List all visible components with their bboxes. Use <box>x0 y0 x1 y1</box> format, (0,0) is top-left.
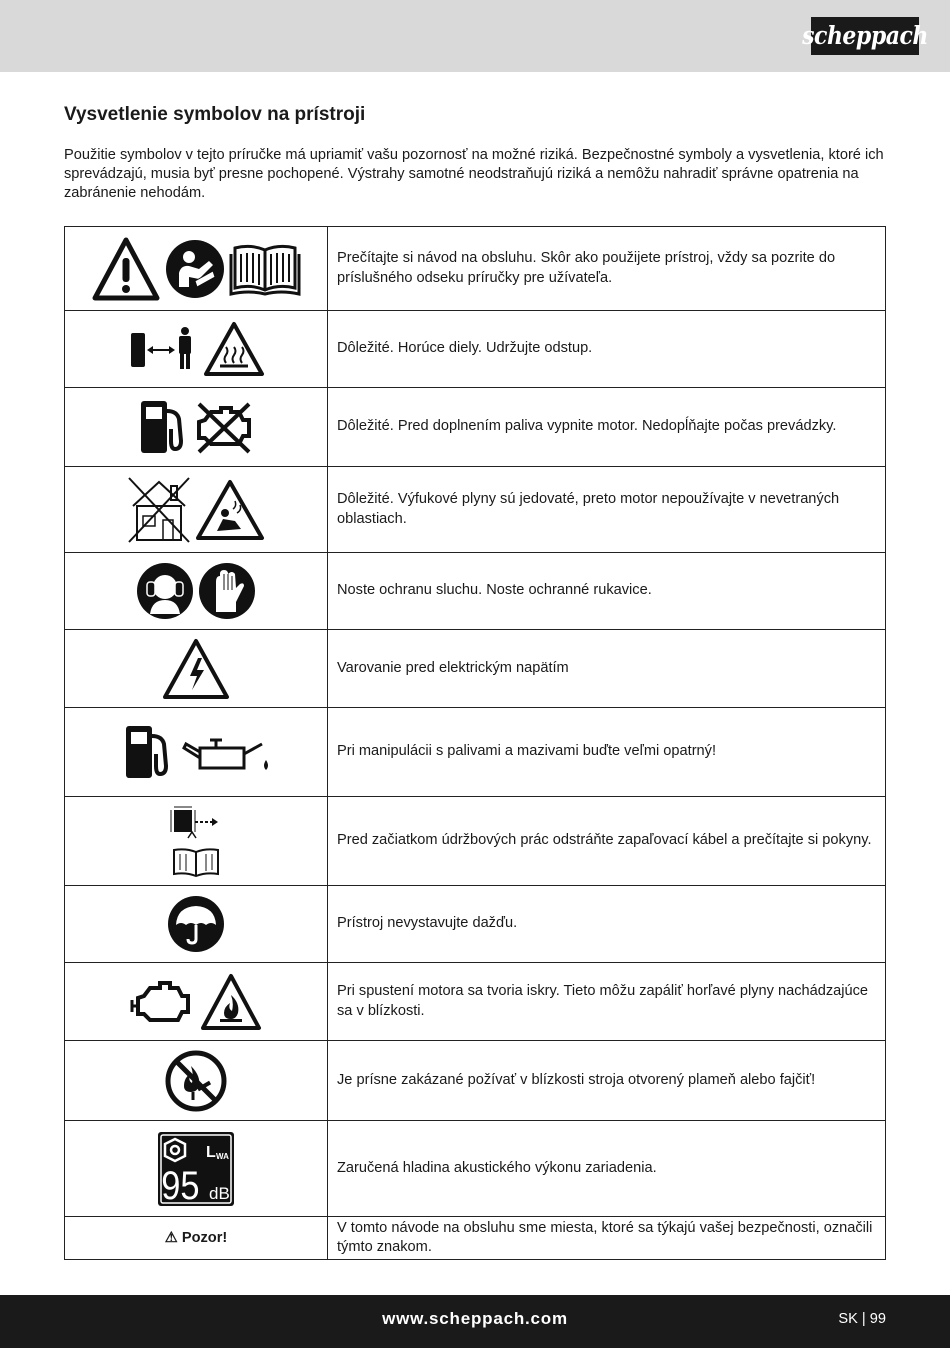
no-indoor-use-icon <box>127 476 191 544</box>
row-description: Zaručená hladina akustického výkonu zariadenia. <box>328 1121 886 1217</box>
fuel-pump-icon <box>137 397 189 457</box>
sound-power-icon <box>157 1131 235 1207</box>
fuel-pump-icon <box>120 722 176 782</box>
footer-url: www.scheppach.com <box>382 1309 568 1328</box>
gloves-icon <box>198 562 256 620</box>
row-description: V tomto návode na obsluhu sme miesta, ktoré sa týkajú vašej bezpečnosti, označili týmto znakom. <box>328 1217 886 1260</box>
table-row <box>65 1041 886 1121</box>
read-manual-icon <box>165 239 225 299</box>
oil-can-icon <box>180 730 272 774</box>
row-description: Dôležité. Pred doplnením paliva vypnite motor. Nedopĺňajte počas prevádzky. <box>328 388 886 467</box>
electric-hazard-icon <box>162 638 230 700</box>
spark-plug-manual-icon <box>168 804 224 878</box>
ear-protection-icon <box>136 562 194 620</box>
lwa-subscript: WA <box>216 1151 229 1161</box>
intro-paragraph: Použitie symbolov v tejto príručke má upriamiť vašu pozornosť na možné riziká. Bezpečnostné symboly a vysvetlenia, ktoré ich sprevádzajú, musia byť presne pochopené. Výstrahy samotné neodstraňujú riziká a nemôžu nahradiť správne opatrenia na zabránenie nehodám. <box>64 147 884 201</box>
row-description: Prístroj nevystavujte dažďu. <box>328 886 886 963</box>
symbols-table <box>64 226 886 1260</box>
page-title: Vysvetlenie symbolov na prístroji <box>64 104 366 125</box>
row-description: Dôležité. Horúce diely. Udržujte odstup. <box>328 311 886 388</box>
row-description: Pri spustení motora sa tvoria iskry. Tieto môžu zapáliť horľavé plyny nachádzajúce sa v blízkosti. <box>328 963 886 1041</box>
row-description: Pred začiatkom údržbových prác odstráňte zapaľovací kábel a prečítajte si pokyny. <box>328 797 886 886</box>
table-row <box>65 708 886 797</box>
table-row <box>65 886 886 963</box>
no-open-flame-icon <box>163 1048 229 1114</box>
row-description: Pri manipulácii s palivami a mazivami buďte veľmi opatrný! <box>328 708 886 797</box>
page-number: SK | 99 <box>838 1311 886 1327</box>
warning-triangle-icon <box>91 236 161 302</box>
logo-text: scheppach <box>802 21 928 51</box>
open-book-icon <box>229 242 301 296</box>
keep-distance-icon <box>127 325 199 373</box>
hot-surface-icon <box>203 321 265 377</box>
table-row <box>65 797 886 886</box>
table-row <box>65 311 886 388</box>
row-description: Je prísne zakázané požívať v blízkosti stroja otvorený plameň alebo fajčiť! <box>328 1041 886 1121</box>
toxic-fumes-icon <box>195 479 265 541</box>
table-row <box>65 630 886 708</box>
noise-value: 95 <box>161 1162 200 1207</box>
table-row <box>65 1217 886 1260</box>
brand-logo <box>802 17 928 55</box>
lwa-label: L <box>206 1143 216 1161</box>
page-header <box>0 0 950 72</box>
table-row <box>65 1121 886 1217</box>
row-description: Dôležité. Výfukové plyny sú jedovaté, preto motor nepoužívajte v nevetraných oblastiach. <box>328 467 886 553</box>
table-row <box>65 467 886 553</box>
row-description: Varovanie pred elektrickým napätím <box>328 630 886 708</box>
row-description: Prečítajte si návod na obsluhu. Skôr ako použijete prístroj, vždy sa pozrite do príslušného odseku príručky pre užívateľa. <box>328 227 886 311</box>
noise-unit: dB <box>209 1183 230 1203</box>
engine-icon <box>130 976 196 1028</box>
table-row <box>65 227 886 311</box>
page-footer <box>0 1295 950 1348</box>
umbrella-icon <box>167 895 225 953</box>
row-description: Noste ochranu sluchu. Noste ochranné rukavice. <box>328 553 886 630</box>
table-row <box>65 388 886 467</box>
table-row <box>65 553 886 630</box>
flammable-icon <box>200 973 262 1031</box>
pozor-label: ⚠ Pozor! <box>164 1230 228 1246</box>
engine-off-icon <box>193 398 255 456</box>
table-row <box>65 963 886 1041</box>
